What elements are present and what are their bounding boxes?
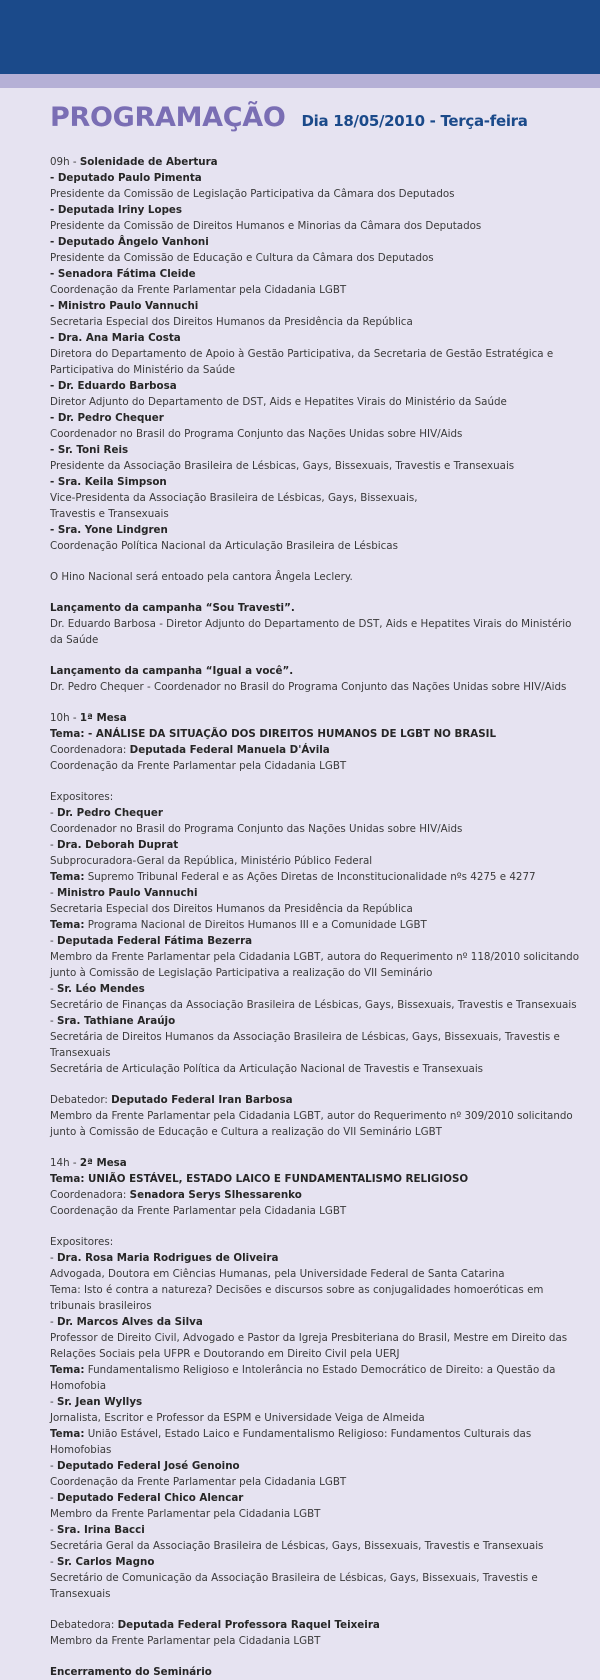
dash: - xyxy=(50,1015,57,1027)
speaker-role: Coordenação da Frente Parlamentar pela Cidadania LGBT xyxy=(50,1476,347,1488)
speaker-role: Advogada, Doutora em Ciências Humanas, pela Universidade Federal de Santa Catarina xyxy=(50,1268,505,1280)
opening-title: Solenidade de Abertura xyxy=(79,156,218,168)
speaker-name-line xyxy=(50,933,580,949)
speaker-name: - Deputado Ângelo Vanhoni xyxy=(50,236,209,248)
speaker-role: Secretária de Direitos Humanos da Associação Brasileira de Lésbicas, Gays, Bissexuais, Travestis e Transexuais xyxy=(50,1031,560,1059)
debater-name: Deputada Federal Professora Raquel Teixeira xyxy=(117,1619,380,1631)
topic-text: Programa Nacional de Direitos Humanos III e a Comunidade LGBT xyxy=(84,919,427,931)
speaker-name-line xyxy=(50,1522,580,1538)
speaker-role: Secretária Geral da Associação Brasileira de Lésbicas, Gays, Bissexuais, Travestis e Transexuais xyxy=(50,1540,544,1552)
debater-role: Membro da Frente Parlamentar pela Cidadania LGBT xyxy=(50,1635,321,1647)
coordinator-name: Deputada Federal Manuela D'Ávila xyxy=(129,744,330,756)
topic-label: Tema: xyxy=(50,1428,85,1440)
speaker-name-line xyxy=(50,885,580,901)
dash: - xyxy=(50,935,57,947)
speaker-name: Deputada Federal Fátima Bezerra xyxy=(57,935,253,947)
speaker-role: Coordenador no Brasil do Programa Conjunto das Nações Unidas sobre HIV/Aids xyxy=(50,428,463,440)
speaker-name: - Sra. Yone Lindgren xyxy=(50,524,168,536)
header-band xyxy=(0,0,600,74)
anthem-note: O Hino Nacional será entoado pela cantora Ângela Leclery. xyxy=(50,571,353,583)
dash: - xyxy=(50,1252,57,1264)
speaker-name: - Senadora Fátima Cleide xyxy=(50,268,196,280)
campaign-text: Dr. Eduardo Barbosa - Diretor Adjunto do Departamento de DST, Aids e Hepatites Virais do Ministério da Saúde xyxy=(50,618,572,646)
spacer xyxy=(50,1140,580,1155)
topic-label: Tema: xyxy=(50,1364,85,1376)
coordinator-label: Coordenadora: xyxy=(50,1189,130,1201)
speaker-role: Presidente da Comissão de Legislação Participativa da Câmara dos Deputados xyxy=(50,188,455,200)
page-title: PROGRAMAÇÃO xyxy=(50,102,286,133)
speaker-role: Subprocuradora-Geral da República, Ministério Público Federal xyxy=(50,855,373,867)
speaker-name-line xyxy=(50,1314,580,1330)
header-stripe xyxy=(0,74,600,88)
page-heading xyxy=(50,103,580,133)
spacer xyxy=(50,1077,580,1092)
dash: - xyxy=(50,1396,57,1408)
speaker-name-line xyxy=(50,1013,580,1029)
dash: - xyxy=(50,1524,57,1536)
speaker-name: Sra. Irina Bacci xyxy=(57,1524,145,1536)
speaker-topic: Tema: Isto é contra a natureza? Decisões e discursos sobre as conjugalidades homoeróticas em tribunais brasileiros xyxy=(50,1284,544,1312)
session-label: 1ª Mesa xyxy=(79,712,127,724)
closing-title: Encerramento do Seminário xyxy=(50,1666,212,1678)
speaker-name: Dra. Deborah Duprat xyxy=(57,839,179,851)
speaker-name-line xyxy=(50,1250,580,1266)
topic-label: Tema: xyxy=(50,919,85,931)
speaker-role: Presidente da Associação Brasileira de Lésbicas, Gays, Bissexuais, Travestis e Transexuais xyxy=(50,460,515,472)
coordinator-role: Coordenação da Frente Parlamentar pela Cidadania LGBT xyxy=(50,1205,347,1217)
expositores-label: Expositores: xyxy=(50,791,114,803)
speaker-name: Dr. Marcos Alves da Silva xyxy=(57,1316,203,1328)
speaker-name: Dra. Rosa Maria Rodrigues de Oliveira xyxy=(57,1252,279,1264)
speaker-name-line xyxy=(50,1490,580,1506)
spacer xyxy=(50,695,580,710)
spacer xyxy=(50,1649,580,1664)
speaker-name: Ministro Paulo Vannuchi xyxy=(57,887,198,899)
speaker-name: Dr. Pedro Chequer xyxy=(57,807,163,819)
topic-label: Tema: xyxy=(50,871,85,883)
speaker-topic xyxy=(50,1362,580,1394)
speaker-role: Secretaria Especial dos Direitos Humanos da Presidência da República xyxy=(50,316,413,328)
event-date: Dia 18/05/2010 - Terça-feira xyxy=(301,112,528,130)
dash: - xyxy=(50,1316,57,1328)
session-coordinator xyxy=(50,1187,580,1203)
speaker-name: Sra. Tathiane Araújo xyxy=(57,1015,176,1027)
debater-label: Debatedor: xyxy=(50,1094,112,1106)
speaker-name-line xyxy=(50,1554,580,1570)
debater-line xyxy=(50,1092,580,1108)
speaker-role: Secretário de Finanças da Associação Brasileira de Lésbicas, Gays, Bissexuais, Travestis e Transexuais xyxy=(50,999,577,1011)
topic-text: Supremo Tribunal Federal e as Ações Diretas de Inconstitucionalidade nºs 4275 e 4277 xyxy=(84,871,536,883)
speaker-role: Coordenação da Frente Parlamentar pela Cidadania LGBT xyxy=(50,284,347,296)
speaker-role: Coordenação Política Nacional da Articulação Brasileira de Lésbicas xyxy=(50,540,398,552)
dash: - xyxy=(50,1460,57,1472)
speaker-name-line xyxy=(50,805,580,821)
speaker-name: - Deputado Paulo Pimenta xyxy=(50,172,202,184)
coordinator-label: Coordenadora: xyxy=(50,744,130,756)
speaker-name: - Dr. Pedro Chequer xyxy=(50,412,164,424)
speaker-role: Secretária de Articulação Política da Articulação Nacional de Travestis e Transexuais xyxy=(50,1063,484,1075)
speaker-name-line xyxy=(50,1394,580,1410)
dash: - xyxy=(50,839,57,851)
session-coordinator xyxy=(50,742,580,758)
speaker-name-line xyxy=(50,837,580,853)
opening-heading xyxy=(50,154,580,170)
session-time: 10h - xyxy=(50,712,80,724)
dash: - xyxy=(50,983,57,995)
speaker-role: Jornalista, Escritor e Professor da ESPM e Universidade Veiga de Almeida xyxy=(50,1412,425,1424)
expositores-label: Expositores: xyxy=(50,1236,114,1248)
speaker-role: Presidente da Comissão de Educação e Cultura da Câmara dos Deputados xyxy=(50,252,434,264)
spacer xyxy=(50,585,580,600)
speaker-role: Coordenador no Brasil do Programa Conjunto das Nações Unidas sobre HIV/Aids xyxy=(50,823,463,835)
speaker-topic xyxy=(50,869,580,885)
session-theme: Tema: - ANÁLISE DA SITUAÇÃO DOS DIREITOS HUMANOS DE LGBT NO BRASIL xyxy=(50,728,497,740)
speaker-name: Sr. Léo Mendes xyxy=(57,983,145,995)
speaker-role: Secretário de Comunicação da Associação Brasileira de Lésbicas, Gays, Bissexuais, Travestis e Transexuais xyxy=(50,1572,538,1600)
speaker-name: - Sra. Keila Simpson xyxy=(50,476,167,488)
speaker-name-line xyxy=(50,1458,580,1474)
dash: - xyxy=(50,1492,57,1504)
speaker-topic xyxy=(50,1426,580,1458)
speaker-role: Diretora do Departamento de Apoio à Gestão Participativa, da Secretaria de Gestão Estratégica e Participativa do Ministério da Saúde xyxy=(50,348,554,376)
speaker-role: Professor de Direito Civil, Advogado e Pastor da Igreja Presbiteriana do Brasil, Mestre em Direito das Relações Sociais pela UFPR e Doutorando em Direito Civil pela UERJ xyxy=(50,1332,568,1360)
speaker-name-line xyxy=(50,981,580,997)
dash: - xyxy=(50,1556,57,1568)
dash: - xyxy=(50,807,57,819)
campaign-text: Dr. Pedro Chequer - Coordenador no Brasil do Programa Conjunto das Nações Unidas sobre HIV/Aids xyxy=(50,681,567,693)
coordinator-name: Senadora Serys Slhessarenko xyxy=(129,1189,302,1201)
debater-line xyxy=(50,1617,580,1633)
dash: - xyxy=(50,887,57,899)
spacer xyxy=(50,648,580,663)
campaign-title: Lançamento da campanha “Sou Travesti”. xyxy=(50,602,295,614)
session-heading xyxy=(50,710,580,726)
speaker-role: Secretaria Especial dos Direitos Humanos da Presidência da República xyxy=(50,903,413,915)
speaker-role: Diretor Adjunto do Departamento de DST, Aids e Hepatites Virais do Ministério da Saúde xyxy=(50,396,507,408)
session-heading xyxy=(50,1155,580,1171)
speaker-name: Deputado Federal Chico Alencar xyxy=(57,1492,244,1504)
topic-text: Fundamentalismo Religioso e Intolerância no Estado Democrático de Direito: a Questão da Homofobia xyxy=(50,1364,556,1392)
debater-role: Membro da Frente Parlamentar pela Cidadania LGBT, autor do Requerimento nº 309/2010 solicitando junto à Comissão de Educação e Cultura a realização do VII Seminário LGBT xyxy=(50,1110,573,1138)
speaker-name: - Deputada Iriny Lopes xyxy=(50,204,183,216)
speaker-role: Membro da Frente Parlamentar pela Cidadania LGBT, autora do Requerimento nº 118/2010 solicitando junto à Comissão de Legislação Participativa a realização do VII Seminário xyxy=(50,951,580,979)
topic-text: União Estável, Estado Laico e Fundamentalismo Religioso: Fundamentos Culturais das Homofobias xyxy=(50,1428,532,1456)
speaker-name: Sr. Carlos Magno xyxy=(57,1556,155,1568)
speaker-name: - Ministro Paulo Vannuchi xyxy=(50,300,199,312)
debater-name: Deputado Federal Iran Barbosa xyxy=(111,1094,293,1106)
speaker-name: Sr. Jean Wyllys xyxy=(57,1396,143,1408)
speaker-topic xyxy=(50,917,580,933)
speaker-role: Presidente da Comissão de Direitos Humanos e Minorias da Câmara dos Deputados xyxy=(50,220,482,232)
opening-people-list xyxy=(50,170,580,554)
debater-label: Debatedora: xyxy=(50,1619,118,1631)
spacer xyxy=(50,554,580,569)
speaker-name: - Dra. Ana Maria Costa xyxy=(50,332,181,344)
spacer xyxy=(50,1219,580,1234)
opening-time: 09h - xyxy=(50,156,80,168)
speaker-name: - Sr. Toni Reis xyxy=(50,444,129,456)
speaker-role: Vice-Presidenta da Associação Brasileira de Lésbicas, Gays, Bissexuais, Travestis e Transexuais xyxy=(50,492,418,520)
session-theme: Tema: UNIÃO ESTÁVEL, ESTADO LAICO E FUNDAMENTALISMO RELIGIOSO xyxy=(50,1173,469,1185)
session-label: 2ª Mesa xyxy=(79,1157,127,1169)
program-content xyxy=(50,103,580,1680)
campaign-title: Lançamento da campanha “Igual a você”. xyxy=(50,665,294,677)
spacer xyxy=(50,1602,580,1617)
session-time: 14h - xyxy=(50,1157,80,1169)
speaker-name: - Dr. Eduardo Barbosa xyxy=(50,380,177,392)
speaker-name: Deputado Federal José Genoino xyxy=(57,1460,240,1472)
coordinator-role: Coordenação da Frente Parlamentar pela Cidadania LGBT xyxy=(50,760,347,772)
spacer xyxy=(50,774,580,789)
speaker-role: Membro da Frente Parlamentar pela Cidadania LGBT xyxy=(50,1508,321,1520)
